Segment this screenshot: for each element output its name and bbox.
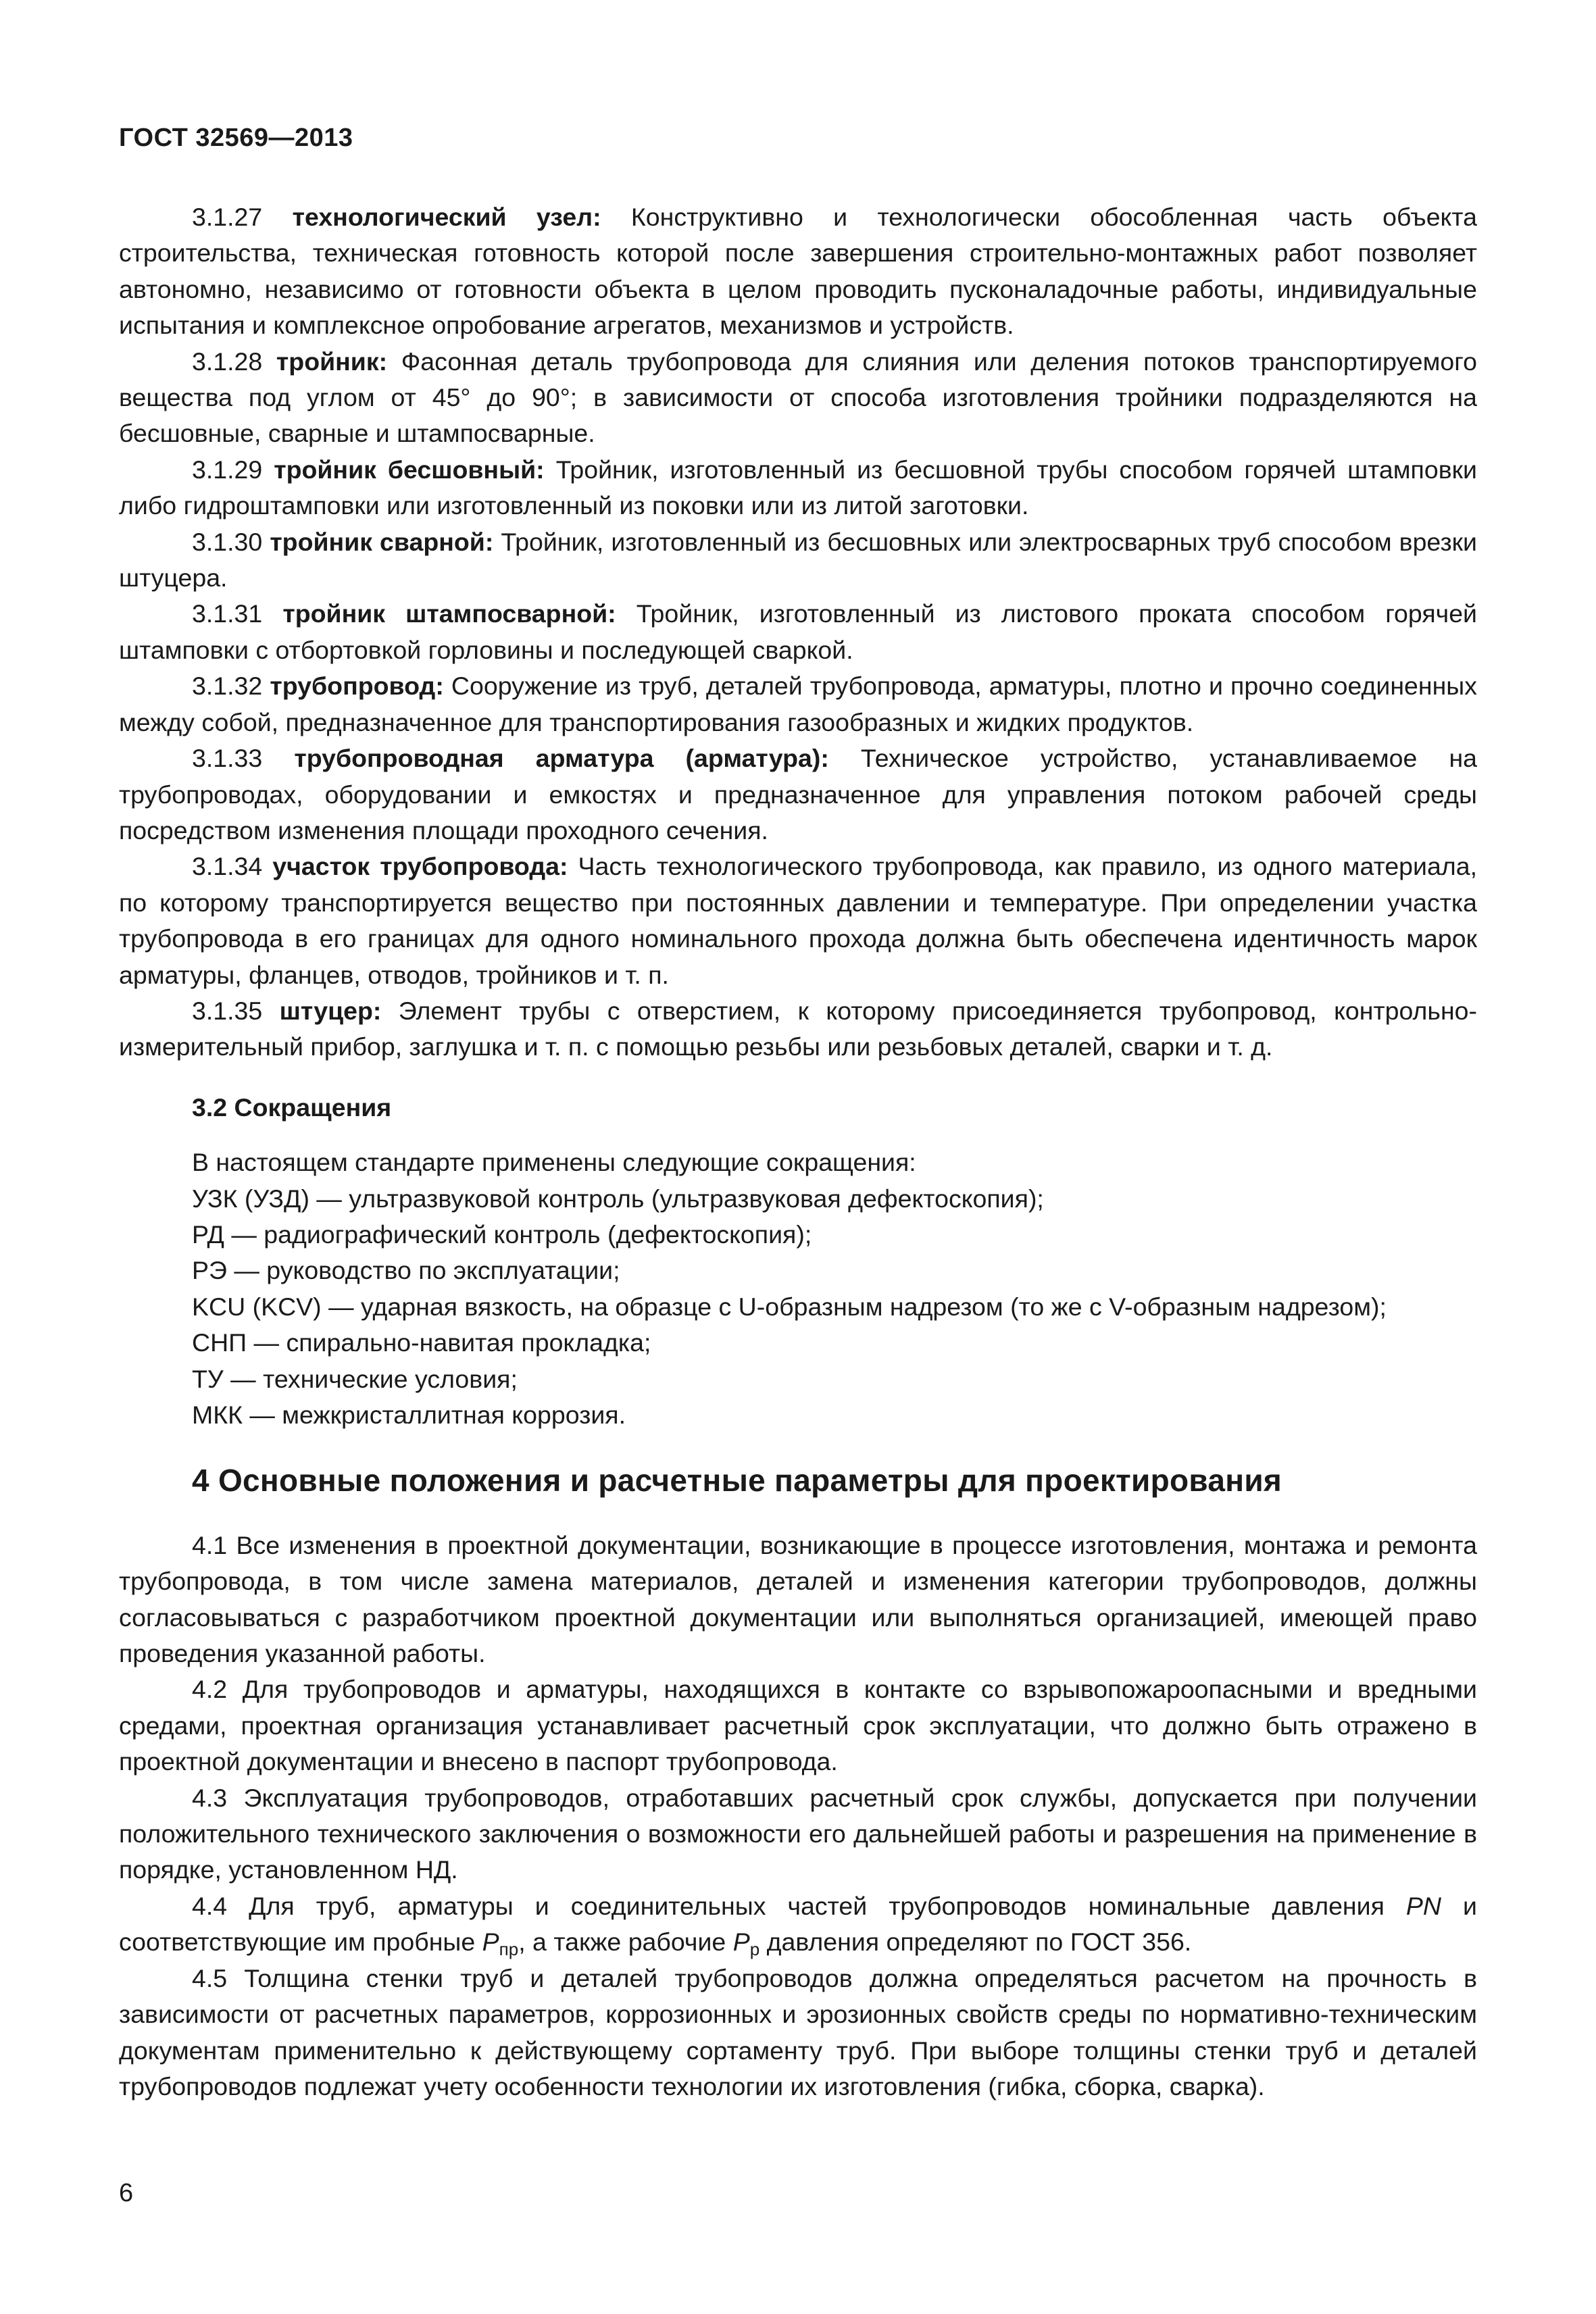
abbreviation-item: ТУ — технические условия; <box>192 1364 518 1393</box>
abbreviation-item: РД — радиографический контроль (дефектоскопия); <box>192 1219 812 1249</box>
text-run: , а также рабочие <box>518 1928 733 1957</box>
term-title: технологический узел: <box>292 203 601 231</box>
abbreviations-list <box>119 1145 1477 1433</box>
term-3-1-35 <box>119 993 1477 1065</box>
document-code-header: ГОСТ 32569—2013 <box>119 124 353 152</box>
term-number: 3.1.32 <box>192 672 263 701</box>
abbreviation-item: РЭ — руководство по эксплуатации; <box>192 1256 620 1285</box>
term-3-1-33 <box>119 740 1477 849</box>
term-definition: Тройник, изготовленный из бесшовной трубы способом горячей штамповки либо гидроштамповки или изготовленный из поковки или из литой заготовки. <box>119 455 1477 520</box>
term-number: 3.1.29 <box>192 455 263 484</box>
term-definition: Фасонная деталь трубопровода для слияния или деления потоков транспортируемого вещества под углом от 45° до 90°; в зависимости от способа изготовления тройники подразделяются на бесшовные, сварные и штампосварные. <box>119 347 1477 448</box>
term-number: 3.1.31 <box>192 599 263 628</box>
term-definition: Конструктивно и технологически обособленная часть объекта строительства, техническая готовность которой после завершения строительно-монтажных работ позволяет автономно, независимо от готовности объекта в целом проводить пусконаладочные работы, индивидуальные испытания и комплексное опробование агрегатов, механизмов и устройств. <box>119 203 1477 340</box>
term-number: 3.1.28 <box>192 347 263 376</box>
term-number: 3.1.35 <box>192 996 263 1025</box>
abbreviation-item: УЗК (УЗД) — ультразвуковой контроль (ультразвуковая дефектоскопия); <box>192 1184 1044 1213</box>
term-number: 3.1.30 <box>192 527 263 556</box>
term-definition: Сооружение из труб, деталей трубопровода, арматуры, плотно и прочно соединенных между собой, предназначенное для транспортирования газообразных и жидких продуктов. <box>119 672 1478 736</box>
section-4-heading: 4 Основные положения и расчетные параметры для проектирования <box>192 1463 1282 1499</box>
paragraph-4-5: 4.5 Толщина стенки труб и деталей трубопроводов должна определяться расчетом на прочность в зависимости от расчетных параметров, коррозионных и эрозионных свойств среды по нормативно-техническим документам применительно к действующему сортаменту труб. При выборе толщины стенки труб и деталей трубопроводов подлежат учету особенности технологии их изготовления (гибка, сборка, сварка). <box>119 1963 1477 2101</box>
term-definition: Часть технологического трубопровода, как правило, из одного материала, по которому транспортируется вещество при постоянных давлении и температуре. При определении участка трубопровода в его границах для одного номинального прохода должна быть обеспечена идентичность марок арматуры, фланцев, отводов, тройников и т. п. <box>119 852 1477 989</box>
pn-symbol: PN <box>1405 1891 1442 1920</box>
text-run: и соответствующие им пробные <box>119 1891 1477 1957</box>
paragraph-4-1: 4.1 Все изменения в проектной документации, возникающие в процессе изготовления, монтажа и ремонта трубопровода, в том числе замена материалов, деталей и изменения категории трубопроводов, должны согласовываться с разработчиком проектной документации или выполняться организацией, имеющей право проведения указанной работы. <box>119 1530 1477 1668</box>
term-title: тройник бесшовный: <box>274 455 545 484</box>
term-definition: Тройник, изготовленный из листового проката способом горячей штамповки с отбортовкой горловины и последующей сваркой. <box>119 599 1477 664</box>
term-3-1-27 <box>119 199 1477 344</box>
document-body <box>119 199 1477 2105</box>
term-title: участок трубопровода: <box>272 852 568 881</box>
test-pressure-symbol: P <box>482 1928 499 1957</box>
term-title: трубопровод: <box>270 672 444 701</box>
term-number: 3.1.33 <box>192 744 263 773</box>
paragraph-4-3: 4.3 Эксплуатация трубопроводов, отработавших расчетный срок службы, допускается при получении положительного технического заключения о возможности его дальнейшей работы и разрешения на применение в порядке, установленном НД. <box>119 1783 1477 1884</box>
term-title: тройник сварной: <box>270 527 494 556</box>
abbreviation-item: СНП — спирально-навитая прокладка; <box>192 1328 651 1357</box>
term-3-1-29 <box>119 452 1477 524</box>
term-3-1-32 <box>119 668 1477 740</box>
abbreviation-item: KCU (KCV) — ударная вязкость, на образце с U-образным надрезом (то же с V-образным надрезом); <box>192 1292 1387 1321</box>
term-definition: Элемент трубы с отверстием, к которому присоединяется трубопровод, контрольно-измерительный прибор, заглушка и т. п. с помощью резьбы или резьбовых деталей, сварки и т. д. <box>119 996 1477 1061</box>
term-3-1-28 <box>119 344 1477 452</box>
test-pressure-subscript: пр <box>499 1939 519 1960</box>
working-pressure-subscript: р <box>749 1939 760 1960</box>
term-title: тройник штампосварной: <box>282 599 616 628</box>
page-number: 6 <box>119 2179 134 2207</box>
term-title: тройник: <box>276 347 388 376</box>
text-run: 4.4 Для труб, арматуры и соединительных частей трубопроводов номинальные давления <box>192 1891 1406 1920</box>
paragraph-4-2: 4.2 Для трубопроводов и арматуры, находящихся в контакте со взрывопожароопасными и вредными средами, проектная организация устанавливает расчетный срок эксплуатации, что должно быть отражено в проектной документации и внесено в паспорт трубопровода. <box>119 1675 1477 1776</box>
term-3-1-34 <box>119 849 1477 993</box>
term-title: трубопроводная арматура (арматура): <box>294 744 829 773</box>
term-number: 3.1.34 <box>192 852 263 881</box>
term-3-1-31 <box>119 596 1477 668</box>
abbreviations-heading: 3.2 Сокращения <box>192 1092 392 1122</box>
abbreviations-intro: В настоящем стандарте применены следующие сокращения: <box>192 1148 916 1177</box>
term-number: 3.1.27 <box>192 203 263 231</box>
term-definition: Тройник, изготовленный из бесшовных или электросварных труб способом врезки штуцера. <box>119 527 1477 593</box>
working-pressure-symbol: P <box>732 1928 750 1957</box>
paragraph-4-4 <box>119 1888 1477 1961</box>
term-definition: Техническое устройство, устанавливаемое на трубопроводах, оборудовании и емкостях и предназначенное для управления потоком рабочей среды посредством изменения площади проходного сечения. <box>119 744 1478 845</box>
abbreviation-item: МКК — межкристаллитная коррозия. <box>192 1401 626 1429</box>
term-title: штуцер: <box>279 996 382 1025</box>
text-run: давления определяют по ГОСТ 356. <box>759 1928 1192 1957</box>
term-3-1-30 <box>119 524 1477 597</box>
